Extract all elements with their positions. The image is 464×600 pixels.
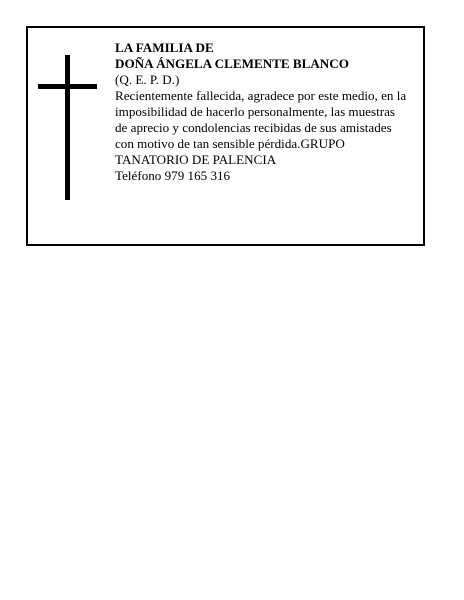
family-heading: LA FAMILIA DE: [115, 40, 214, 55]
phone-number: Teléfono 979 165 316: [115, 168, 231, 183]
body-line-1: Recientemente fallecida, agradece por este medio, en la: [115, 88, 407, 103]
qepd-label: (Q. E. P. D.): [115, 72, 180, 87]
latin-cross-icon: [38, 55, 98, 200]
deceased-name: DOÑA ÁNGELA CLEMENTE BLANCO: [115, 56, 349, 71]
body-line-4: con motivo de tan sensible pérdida.GRUPO: [115, 136, 345, 151]
cross-vertical-bar: [65, 55, 70, 200]
cross-horizontal-bar: [38, 84, 97, 89]
notice-text: [115, 40, 423, 184]
body-line-3: de aprecio y condolencias recibidas de sus amistades: [115, 120, 392, 135]
body-line-2: imposibilidad de hacerlo personalmente, las muestras: [115, 104, 395, 119]
body-line-5: TANATORIO DE PALENCIA: [115, 152, 277, 167]
obituary-notice: [26, 26, 425, 246]
